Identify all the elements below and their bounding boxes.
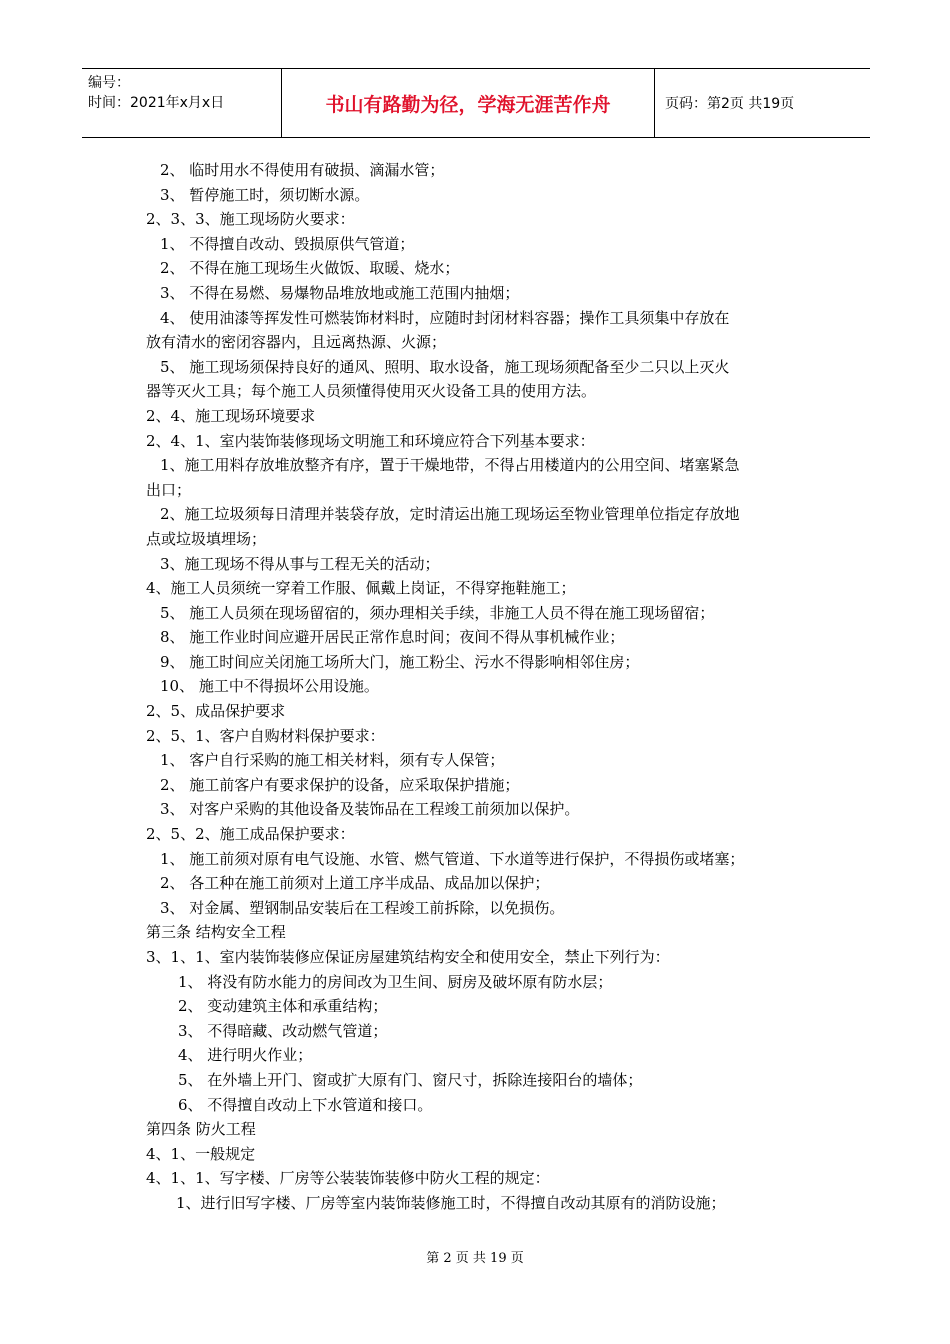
body-line: 放有清水的密闭容器内，且远离热源、火源；	[146, 333, 447, 352]
body-line: 10、 施工中不得损坏公用设施。	[160, 677, 379, 696]
body-line: 3、 不得暗藏、改动燃气管道；	[178, 1021, 388, 1040]
body-line: 5、 施工人员须在现场留宿的，须办理相关手续，非施工人员不得在施工现场留宿；	[160, 603, 715, 622]
body-line: 第四条 防火工程	[146, 1120, 256, 1139]
body-line: 5、 施工现场须保持良好的通风、照明、取水设备，施工现场须配备至少二只以上灭火	[160, 357, 730, 376]
body-line: 5、 在外墙上开门、窗或扩大原有门、窗尺寸，拆除连接阳台的墙体；	[178, 1070, 643, 1089]
body-line: 2、3、3、施工现场防火要求：	[146, 210, 355, 229]
body-line: 出口；	[146, 480, 192, 499]
body-line: 3、 不得在易燃、易爆物品堆放地或施工范围内抽烟；	[160, 283, 520, 302]
body-line: 3、施工现场不得从事与工程无关的活动；	[160, 554, 440, 573]
body-line: 1、施工用料存放堆放整齐有序，置于干燥地带，不得占用楼道内的公用空间、堵塞紧急	[160, 456, 740, 475]
body-line: 4、1、一般规定	[146, 1144, 256, 1163]
page-header	[82, 68, 870, 138]
document-number-label: 编号：	[88, 75, 130, 91]
header-meta	[82, 69, 282, 137]
body-line: 3、 暂停施工时，须切断水源。	[160, 185, 370, 204]
body-line: 1、进行旧写字楼、厂房等室内装饰装修施工时，不得擅自改动其原有的消防设施；	[176, 1193, 726, 1212]
body-line: 2、 变动建筑主体和承重结构；	[178, 997, 388, 1016]
body-line: 2、 施工前客户有要求保护的设备，应采取保护措施；	[160, 775, 520, 794]
body-line: 4、施工人员须统一穿着工作服、佩戴上岗证，不得穿拖鞋施工；	[146, 579, 576, 598]
body-line: 2、5、1、客户自购材料保护要求：	[146, 726, 385, 745]
body-line: 4、 使用油漆等挥发性可燃装饰材料时，应随时封闭材料容器；操作工具须集中存放在	[160, 308, 730, 327]
body-line: 器等灭火工具；每个施工人员须懂得使用灭火设备工具的使用方法。	[146, 382, 597, 401]
body-line: 2、 临时用水不得使用有破损、滴漏水管；	[160, 161, 445, 179]
header-motto: 书山有路勤为径，学海无涯苦作舟	[282, 69, 655, 137]
body-line: 1、 不得擅自改动、毁损原供气管道；	[160, 234, 415, 253]
body-line: 2、 各工种在施工前须对上道工序半成品、成品加以保护；	[160, 874, 550, 893]
document-body	[146, 158, 810, 1216]
body-line: 2、施工垃圾须每日清理并装袋存放，定时清运出施工现场运至物业管理单位指定存放地	[160, 505, 740, 524]
body-line: 4、 进行明火作业；	[178, 1046, 313, 1065]
body-line: 第三条 结构安全工程	[146, 923, 286, 942]
body-line: 3、 对金属、塑钢制品安装后在工程竣工前拆除，以免损伤。	[160, 898, 565, 917]
body-line: 8、 施工作业时间应避开居民正常作息时间；夜间不得从事机械作业；	[160, 628, 625, 647]
body-line: 9、 施工时间应关闭施工场所大门，施工粉尘、污水不得影响相邻住房；	[160, 652, 640, 671]
body-line: 4、1、1、写字楼、厂房等公装装饰装修中防火工程的规定：	[146, 1169, 550, 1188]
body-line: 3、 对客户采购的其他设备及装饰品在工程竣工前须加以保护。	[160, 800, 580, 819]
body-line: 6、 不得擅自改动上下水管道和接口。	[178, 1095, 433, 1114]
body-line: 1、 施工前须对原有电气设施、水管、燃气管道、下水道等进行保护，不得损伤或堵塞；	[160, 849, 745, 868]
body-line: 1、 客户自行采购的施工相关材料，须有专人保管；	[160, 751, 505, 770]
body-line: 2、5、成品保护要求	[146, 702, 286, 721]
header-page-number: 页码：第2页 共19页	[665, 96, 795, 112]
body-line: 2、 不得在施工现场生火做饭、取暖、烧水；	[160, 259, 460, 278]
document-time-label: 时间：2021年x月x日	[88, 95, 225, 111]
page-footer: 第 2 页 共 19 页	[426, 1251, 524, 1266]
body-line: 2、4、1、室内装饰装修现场文明施工和环境应符合下列基本要求：	[146, 431, 595, 450]
body-line: 点或垃圾填埋场；	[146, 529, 267, 548]
body-line: 2、5、2、施工成品保护要求：	[146, 825, 355, 844]
body-line: 3、1、1、室内装饰装修应保证房屋建筑结构安全和使用安全，禁止下列行为：	[146, 948, 670, 966]
body-line: 1、 将没有防水能力的房间改为卫生间、厨房及破坏原有防水层；	[178, 972, 613, 991]
body-line: 2、4、施工现场环境要求	[146, 406, 316, 425]
